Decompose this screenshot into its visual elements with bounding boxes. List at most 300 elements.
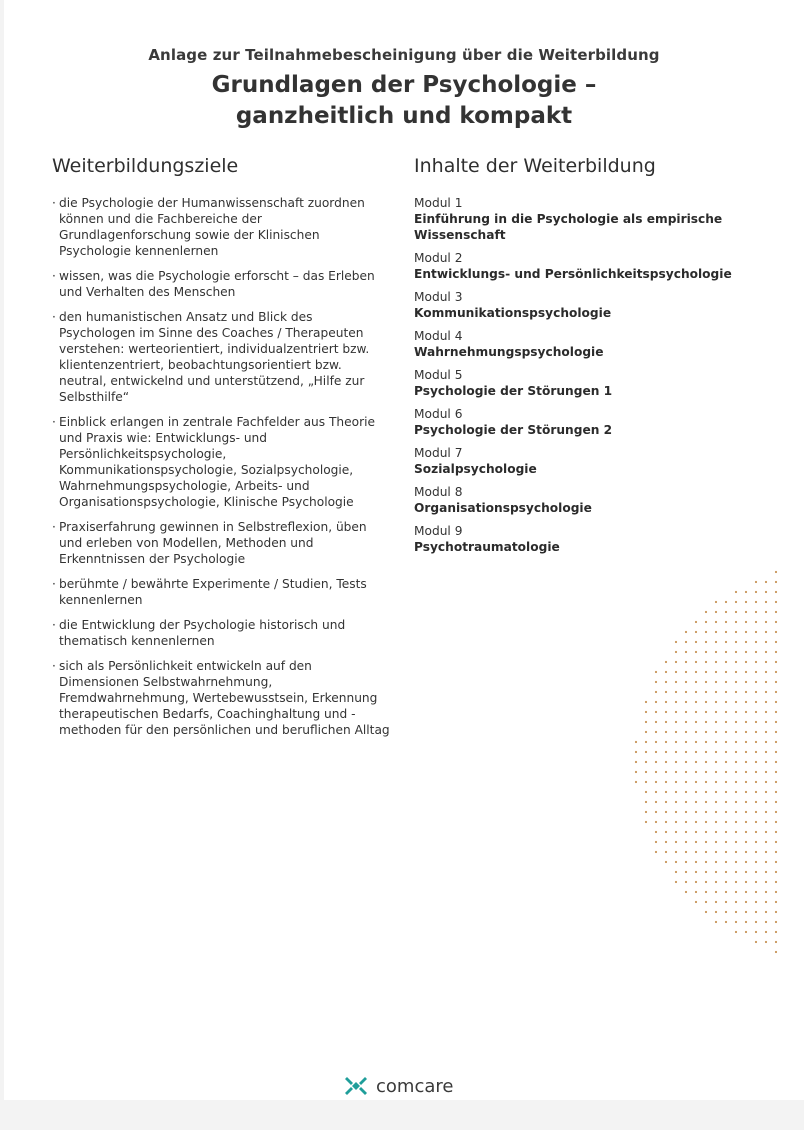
decoration-dot: [725, 851, 727, 853]
decoration-dot: [715, 811, 717, 813]
decoration-dot: [695, 731, 697, 733]
decoration-dot: [685, 721, 687, 723]
decoration-dot: [775, 901, 777, 903]
document-subtitle: Anlage zur Teilnahmebescheinigung über die Weiterbildung: [148, 46, 660, 64]
decoration-dot: [735, 661, 737, 663]
module-number: Modul 6: [414, 407, 463, 421]
decoration-dot: [685, 731, 687, 733]
decoration-dot: [755, 671, 757, 673]
decoration-dot: [725, 761, 727, 763]
decoration-dot: [655, 781, 657, 783]
decoration-dot: [665, 781, 667, 783]
decoration-dot: [725, 881, 727, 883]
decoration-dot: [715, 791, 717, 793]
decoration-dot: [715, 871, 717, 873]
decoration-dot: [685, 661, 687, 663]
contents-section: [414, 155, 744, 562]
decoration-dot: [705, 891, 707, 893]
decoration-dot: [635, 741, 637, 743]
decoration-dot: [725, 651, 727, 653]
decoration-dot: [755, 581, 757, 583]
decoration-dot: [665, 811, 667, 813]
decoration-dot: [765, 811, 767, 813]
comcare-logo-icon: [344, 1074, 368, 1098]
decoration-dot: [735, 911, 737, 913]
decoration-dot: [775, 921, 777, 923]
decoration-dot: [765, 711, 767, 713]
decoration-dot: [705, 721, 707, 723]
decoration-dot: [695, 741, 697, 743]
goal-item: · berühmte / bewährte Experimente / Studien, Tests kennenlernen: [52, 576, 392, 608]
decoration-dot: [775, 611, 777, 613]
decoration-dot: [685, 751, 687, 753]
decoration-dot: [725, 681, 727, 683]
decoration-dot: [755, 841, 757, 843]
decoration-dot: [745, 631, 747, 633]
decoration-dot: [775, 821, 777, 823]
decoration-dot: [735, 821, 737, 823]
decoration-dot: [745, 831, 747, 833]
decoration-dot: [715, 901, 717, 903]
decoration-dot: [695, 661, 697, 663]
decoration-dot: [705, 871, 707, 873]
decoration-dot: [745, 751, 747, 753]
decoration-dot: [745, 771, 747, 773]
decoration-dot: [745, 921, 747, 923]
decoration-dot: [665, 741, 667, 743]
decoration-dot: [745, 611, 747, 613]
decoration-dot: [695, 691, 697, 693]
decoration-dot: [685, 861, 687, 863]
decoration-dot: [755, 881, 757, 883]
decoration-dot: [745, 781, 747, 783]
decoration-dot: [715, 661, 717, 663]
decoration-dot: [755, 891, 757, 893]
decoration-dot: [645, 791, 647, 793]
decoration-dot: [665, 861, 667, 863]
decoration-dot: [775, 941, 777, 943]
decoration-dot: [685, 811, 687, 813]
decoration-dot: [705, 641, 707, 643]
decoration-dot: [765, 771, 767, 773]
decoration-dot: [675, 851, 677, 853]
document-page: [4, 0, 804, 1100]
decoration-dot: [695, 891, 697, 893]
decoration-dot: [735, 631, 737, 633]
decoration-dot: [775, 671, 777, 673]
decoration-dot: [695, 771, 697, 773]
decoration-dot: [735, 671, 737, 673]
decoration-dot: [725, 601, 727, 603]
decoration-dot: [665, 721, 667, 723]
decoration-dot: [705, 681, 707, 683]
decoration-dot: [755, 721, 757, 723]
decoration-dot: [765, 751, 767, 753]
decoration-dot: [635, 781, 637, 783]
decoration-dot: [645, 741, 647, 743]
decoration-dot: [675, 781, 677, 783]
decoration-dot: [745, 811, 747, 813]
decoration-dot: [725, 871, 727, 873]
goal-item: · den humanistischen Ansatz und Blick des Psychologen im Sinne des Coaches / Therapeuten verstehen: werteorientiert, individualzentriert bzw. klientenzentriert, beobachtungsorientiert bzw. neutral, entwickelnd und unterstützend, „Hilfe zur Selbsthilfe“: [52, 309, 392, 405]
decoration-dot: [685, 821, 687, 823]
decoration-dot: [665, 801, 667, 803]
decoration-dot: [775, 951, 777, 953]
decoration-dot: [765, 841, 767, 843]
decoration-dot: [715, 691, 717, 693]
decoration-dot: [775, 881, 777, 883]
decoration-dot: [715, 621, 717, 623]
decoration-dot: [715, 701, 717, 703]
decoration-dot: [685, 691, 687, 693]
decoration-dot: [745, 901, 747, 903]
decoration-dot: [745, 891, 747, 893]
decoration-dot: [675, 871, 677, 873]
decoration-dot: [735, 691, 737, 693]
decoration-dot: [675, 791, 677, 793]
decoration-dot: [755, 921, 757, 923]
decoration-dot: [695, 651, 697, 653]
decoration-dot: [755, 601, 757, 603]
decoration-dot: [685, 801, 687, 803]
decoration-dot: [725, 671, 727, 673]
decoration-dot: [695, 621, 697, 623]
decoration-dot: [715, 671, 717, 673]
decoration-dot: [665, 701, 667, 703]
decoration-dot: [725, 921, 727, 923]
decoration-dot: [735, 851, 737, 853]
decoration-dot: [675, 681, 677, 683]
decoration-dot: [765, 801, 767, 803]
decoration-dot: [755, 851, 757, 853]
decoration-dot: [655, 831, 657, 833]
decoration-dot: [735, 771, 737, 773]
decoration-dot: [735, 641, 737, 643]
decoration-dot: [685, 761, 687, 763]
decoration-dot: [665, 791, 667, 793]
decoration-dot: [775, 711, 777, 713]
decoration-dot: [655, 801, 657, 803]
decoration-dot: [685, 881, 687, 883]
decoration-dot: [735, 921, 737, 923]
decoration-dot: [725, 781, 727, 783]
decoration-dot: [685, 871, 687, 873]
decoration-dot: [725, 701, 727, 703]
decoration-dot: [735, 721, 737, 723]
decoration-dot: [645, 811, 647, 813]
decoration-dot: [655, 811, 657, 813]
decoration-dot: [715, 781, 717, 783]
decoration-dot: [775, 851, 777, 853]
decoration-dot: [695, 641, 697, 643]
decoration-dot: [745, 881, 747, 883]
decoration-dot: [705, 651, 707, 653]
decoration-dot: [675, 841, 677, 843]
decoration-dot: [665, 711, 667, 713]
decoration-dot: [705, 801, 707, 803]
decoration-dot: [645, 751, 647, 753]
decoration-dot: [715, 821, 717, 823]
decoration-dot: [755, 591, 757, 593]
decoration-dot: [675, 671, 677, 673]
decoration-dot: [745, 721, 747, 723]
decoration-dot: [695, 751, 697, 753]
decoration-dot: [725, 801, 727, 803]
decoration-dot: [745, 641, 747, 643]
decoration-dot: [655, 721, 657, 723]
module-item: [414, 250, 744, 282]
decoration-dot: [695, 901, 697, 903]
decoration-dot: [695, 871, 697, 873]
decoration-dot: [745, 621, 747, 623]
decoration-dot: [745, 911, 747, 913]
decoration-dot: [705, 751, 707, 753]
decoration-dot: [735, 621, 737, 623]
decoration-dot: [735, 761, 737, 763]
decoration-dot: [675, 761, 677, 763]
decoration-dot: [765, 621, 767, 623]
decoration-dot: [665, 761, 667, 763]
title-line-2: ganzheitlich und kompakt: [235, 103, 573, 129]
decoration-dot: [715, 721, 717, 723]
decoration-dot: [695, 681, 697, 683]
goal-item: · die Entwicklung der Psychologie historisch und thematisch kennenlernen: [52, 617, 392, 649]
decoration-dot: [675, 811, 677, 813]
decoration-dot: [725, 621, 727, 623]
comcare-logo-text: comcare: [376, 1075, 454, 1097]
decoration-dot: [755, 901, 757, 903]
decoration-dot: [695, 881, 697, 883]
decoration-dot: [685, 851, 687, 853]
decoration-dot: [665, 661, 667, 663]
decoration-dot: [705, 911, 707, 913]
decoration-dot: [765, 731, 767, 733]
decoration-dot: [655, 681, 657, 683]
decoration-dot: [775, 931, 777, 933]
module-number: Modul 9: [414, 524, 463, 538]
decoration-dot: [715, 851, 717, 853]
decoration-dot: [645, 801, 647, 803]
decoration-dot: [665, 691, 667, 693]
decoration-dot: [645, 731, 647, 733]
decoration-dot: [755, 931, 757, 933]
decoration-dot: [775, 601, 777, 603]
decoration-dot: [645, 711, 647, 713]
decoration-dot: [705, 661, 707, 663]
decoration-dot: [715, 611, 717, 613]
decoration-dot: [685, 671, 687, 673]
decoration-dot: [725, 731, 727, 733]
decoration-dot: [755, 741, 757, 743]
decoration-dot: [725, 631, 727, 633]
decoration-dot: [775, 811, 777, 813]
decoration-dot: [685, 831, 687, 833]
goal-item: · Einblick erlangen in zentrale Fachfelder aus Theorie und Praxis wie: Entwicklungs- und Persönlichkeitspsychologie, Kommunikationspsychologie, Sozialpsychologie, Wahrnehmungspsychologie, Arbeits- und Organisationspsychologie, Klinische Psychologie: [52, 414, 392, 510]
decoration-dot: [715, 731, 717, 733]
decoration-dot: [755, 611, 757, 613]
decoration-dot: [725, 711, 727, 713]
module-number: Modul 7: [414, 446, 463, 460]
decoration-dot: [755, 621, 757, 623]
decoration-dot: [755, 701, 757, 703]
decoration-dot: [775, 591, 777, 593]
decoration-dot: [735, 811, 737, 813]
decoration-dot: [715, 741, 717, 743]
decoration-dot: [685, 841, 687, 843]
decoration-dot: [715, 711, 717, 713]
decoration-dot: [735, 891, 737, 893]
decoration-dot: [765, 931, 767, 933]
decoration-dot: [685, 771, 687, 773]
goal-item: · die Psychologie der Humanwissenschaft zuordnen können und die Fachbereiche der Grundlagenforschung sowie der Klinischen Psychologie kennenlernen: [52, 195, 392, 259]
decoration-dot: [695, 851, 697, 853]
decoration-dot: [685, 791, 687, 793]
decoration-dot: [715, 881, 717, 883]
decoration-dot: [655, 691, 657, 693]
goals-list: [52, 195, 392, 738]
decoration-dot: [755, 871, 757, 873]
decoration-dot: [775, 831, 777, 833]
decoration-dot: [775, 781, 777, 783]
decoration-dot: [695, 841, 697, 843]
decoration-dot: [695, 831, 697, 833]
comcare-logo: [344, 1072, 453, 1100]
module-name: Entwicklungs- und Persönlichkeitspsychologie: [414, 267, 732, 281]
module-name: Wahrnehmungspsychologie: [414, 345, 604, 359]
decoration-dot: [775, 631, 777, 633]
decoration-dot: [775, 751, 777, 753]
decoration-dot: [675, 651, 677, 653]
decoration-dot: [635, 771, 637, 773]
decoration-dot: [645, 771, 647, 773]
decoration-dot: [775, 701, 777, 703]
decoration-dot: [685, 701, 687, 703]
decoration-dot: [725, 841, 727, 843]
decoration-dot: [765, 651, 767, 653]
decoration-dot: [705, 901, 707, 903]
decoration-dot: [675, 721, 677, 723]
module-item: [414, 367, 744, 399]
decoration-dot: [705, 611, 707, 613]
decoration-dot: [675, 831, 677, 833]
decoration-dot: [755, 941, 757, 943]
decoration-dot: [755, 731, 757, 733]
decoration-dot: [745, 791, 747, 793]
decoration-dot: [655, 841, 657, 843]
decoration-dot: [775, 581, 777, 583]
decoration-dot: [705, 631, 707, 633]
module-item: [414, 289, 744, 321]
decoration-dot: [735, 791, 737, 793]
decoration-dot: [745, 871, 747, 873]
decoration-dot: [715, 751, 717, 753]
decoration-dot: [715, 681, 717, 683]
decoration-dot: [765, 871, 767, 873]
goal-item: · Praxiserfahrung gewinnen in Selbstreflexion, üben und erleben von Modellen, Methoden und Erkenntnissen der Psychologie: [52, 519, 392, 567]
decoration-dot: [735, 901, 737, 903]
decoration-dot: [725, 901, 727, 903]
decoration-dot: [665, 751, 667, 753]
decoration-dot: [765, 591, 767, 593]
decoration-dot: [705, 881, 707, 883]
decoration-dot: [695, 631, 697, 633]
decoration-dot: [755, 821, 757, 823]
module-name: Einführung in die Psychologie als empirische Wissenschaft: [414, 212, 723, 242]
decoration-dot: [745, 711, 747, 713]
decoration-dot: [765, 641, 767, 643]
decoration-dot: [765, 791, 767, 793]
decoration-dot: [765, 881, 767, 883]
decoration-dot: [765, 781, 767, 783]
decoration-dot: [675, 701, 677, 703]
decoration-dot: [775, 691, 777, 693]
decoration-dot: [775, 741, 777, 743]
decoration-dot: [705, 711, 707, 713]
decoration-dot: [745, 801, 747, 803]
decoration-dot: [775, 761, 777, 763]
decoration-dot: [675, 691, 677, 693]
decoration-dot: [655, 751, 657, 753]
decoration-dot: [775, 661, 777, 663]
decoration-dot: [715, 911, 717, 913]
decoration-dot: [725, 641, 727, 643]
decoration-dot: [745, 651, 747, 653]
decoration-dot: [745, 861, 747, 863]
decoration-dot: [765, 761, 767, 763]
decoration-dot: [715, 921, 717, 923]
decoration-dot: [655, 791, 657, 793]
decoration-dot: [715, 601, 717, 603]
decoration-dot: [725, 811, 727, 813]
decoration-dot: [695, 761, 697, 763]
decoration-dot: [775, 791, 777, 793]
decoration-dot: [735, 751, 737, 753]
decoration-dot: [765, 681, 767, 683]
decoration-dot: [755, 691, 757, 693]
decoration-dot: [745, 671, 747, 673]
decoration-dot: [765, 601, 767, 603]
decoration-dot: [685, 741, 687, 743]
decoration-dot: [775, 651, 777, 653]
decoration-dot: [725, 741, 727, 743]
decoration-dot: [705, 761, 707, 763]
decoration-dot: [705, 781, 707, 783]
decoration-dot: [675, 861, 677, 863]
decoration-dot: [665, 851, 667, 853]
decoration-dot: [745, 731, 747, 733]
decoration-dot: [715, 641, 717, 643]
decoration-dot: [775, 621, 777, 623]
decoration-dot: [665, 841, 667, 843]
decoration-dot: [715, 891, 717, 893]
decoration-dot: [665, 681, 667, 683]
module-number: Modul 3: [414, 290, 463, 304]
decoration-dot: [745, 761, 747, 763]
decoration-dot: [675, 731, 677, 733]
decoration-dot: [725, 791, 727, 793]
decoration-dot: [755, 711, 757, 713]
decoration-dot: [685, 631, 687, 633]
decoration-dot: [755, 911, 757, 913]
decoration-dot: [695, 671, 697, 673]
goal-item: · sich als Persönlichkeit entwickeln auf den Dimensionen Selbstwahrnehmung, Fremdwahrnehmung, Wertebewusstsein, Erkennung therapeutischen Bedarfs, Coachinghaltung und -methoden für den persönlichen und beruflichen Alltag: [52, 658, 392, 738]
decoration-dot: [765, 721, 767, 723]
module-name: Organisationspsychologie: [414, 501, 592, 515]
decoration-dot: [755, 781, 757, 783]
decoration-dot: [695, 801, 697, 803]
decoration-dot: [765, 661, 767, 663]
decoration-dot: [775, 681, 777, 683]
